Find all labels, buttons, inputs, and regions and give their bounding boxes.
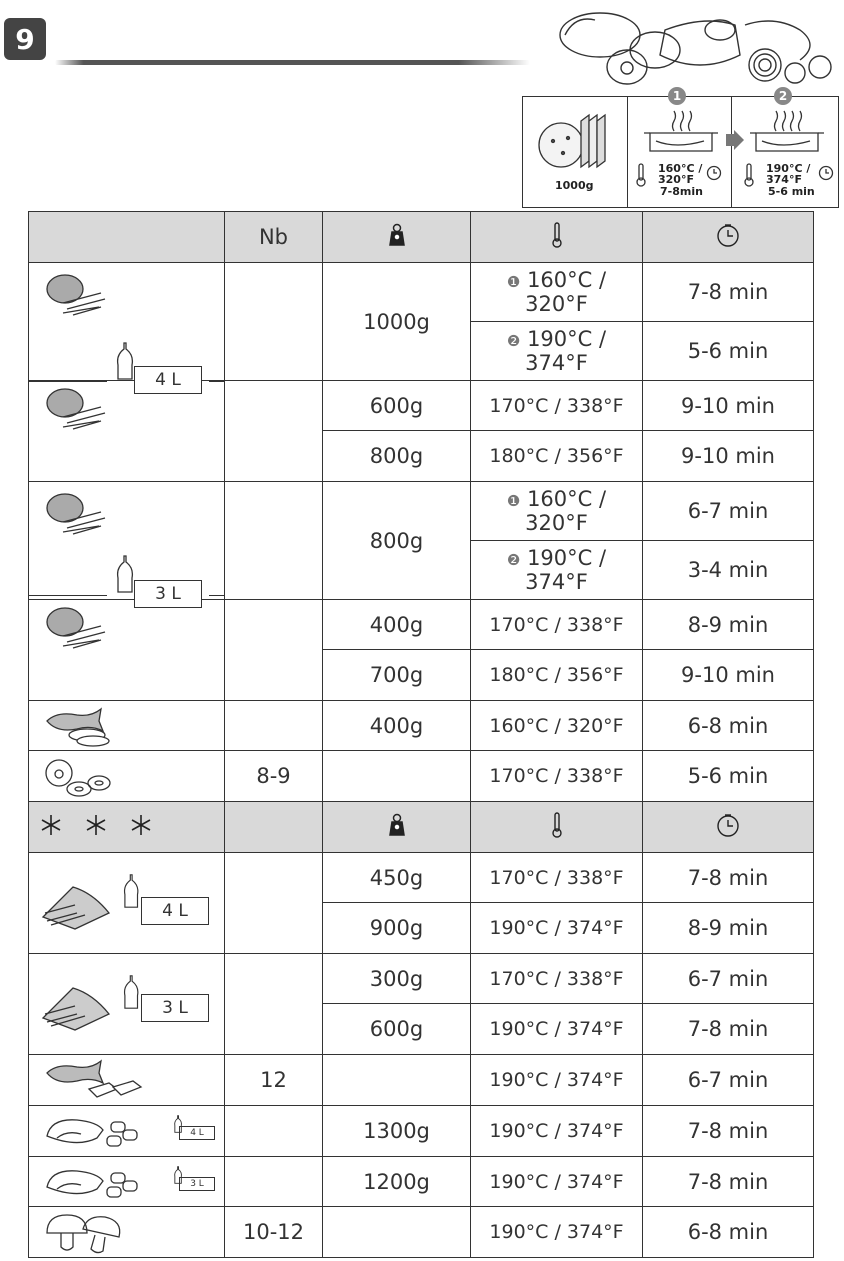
basket-capacity: 4 L xyxy=(179,1126,215,1140)
weight-cell: 450g xyxy=(323,853,471,903)
apple-rings-icon xyxy=(43,755,113,799)
time-cell: 6-7 min xyxy=(643,1055,814,1106)
time-cell: 9-10 min xyxy=(643,381,814,431)
weight-cell: 400g xyxy=(323,701,471,751)
time-cell: 7-8 min xyxy=(643,263,814,322)
potato-fries-icon xyxy=(43,492,107,538)
food-fries-3l-cell xyxy=(29,600,225,701)
temp-cell: 190°C / 374°F xyxy=(471,903,643,954)
time-cell: 5-6 min xyxy=(643,322,814,381)
table-row xyxy=(29,482,814,541)
fish-sticks-icon xyxy=(43,1059,143,1101)
step1-time: 7-8min xyxy=(660,185,703,198)
food-frozen-fries-4l-cell xyxy=(29,853,225,954)
temp-line1: 160°C / xyxy=(527,268,607,292)
temp-cell: 170°C / 338°F xyxy=(471,751,643,802)
time-cell: 7-8 min xyxy=(643,1157,814,1207)
page-number: 9 xyxy=(15,22,35,56)
temp-line1: 160°C / xyxy=(527,487,607,511)
thermometer-icon xyxy=(552,222,562,248)
table-row xyxy=(29,701,814,751)
header-nb-empty xyxy=(225,802,323,853)
step1-number: 1 xyxy=(668,87,686,105)
weight-cell xyxy=(323,1207,471,1258)
timer-icon xyxy=(818,165,834,181)
basket-capacity: 3 L xyxy=(134,580,202,608)
step2-time: 5-6 min xyxy=(768,185,815,198)
table-row xyxy=(29,1055,814,1106)
temp-cell: 190°C / 374°F xyxy=(471,1004,643,1055)
nb-cell: 8-9 xyxy=(225,751,323,802)
temp-cell xyxy=(471,541,643,600)
table-header-row xyxy=(29,212,814,263)
divider xyxy=(29,595,107,596)
nb-cell xyxy=(225,1157,323,1207)
temp-line2: 374°F xyxy=(525,351,588,375)
cooking-table xyxy=(28,211,814,1258)
step2-number: 2 xyxy=(774,87,792,105)
temp-cell xyxy=(471,482,643,541)
temp-cell xyxy=(471,322,643,381)
food-fries-4l-cell xyxy=(29,263,225,390)
frozen-fries-bag-icon xyxy=(39,982,119,1032)
thermometer-icon xyxy=(552,812,562,838)
step-2-marker: ❷ xyxy=(506,551,521,569)
time-cell: 6-7 min xyxy=(643,954,814,1004)
weight-cell: 900g xyxy=(323,903,471,954)
weight-cell: 800g xyxy=(323,482,471,600)
time-cell: 9-10 min xyxy=(643,431,814,482)
table-row xyxy=(29,600,814,650)
time-cell: 6-7 min xyxy=(643,482,814,541)
table-row xyxy=(29,751,814,802)
nb-cell xyxy=(225,954,323,1055)
food-fries-4l-cell xyxy=(29,381,225,482)
nb-cell xyxy=(225,600,323,701)
thermometer-icon xyxy=(636,163,646,187)
basket-capacity: 3 L xyxy=(141,994,209,1022)
header-temperature xyxy=(471,802,643,853)
time-cell: 6-8 min xyxy=(643,701,814,751)
frozen-fries-bag-icon xyxy=(39,881,119,931)
food-apple-rings-cell xyxy=(29,751,225,802)
potato-fries-icon xyxy=(43,387,107,433)
temp-cell: 190°C / 374°F xyxy=(471,1157,643,1207)
weight-cell xyxy=(323,1055,471,1106)
divider xyxy=(209,595,225,596)
weight-cell: 1200g xyxy=(323,1157,471,1207)
step-1-marker: ❶ xyxy=(506,492,521,510)
table-row xyxy=(29,263,814,322)
temp-line2: 374°F xyxy=(525,570,588,594)
fryer-pot-icon xyxy=(642,107,720,155)
header-weight xyxy=(323,802,471,853)
temp-cell: 170°C / 338°F xyxy=(471,954,643,1004)
temp-line1: 190°C / xyxy=(527,327,607,351)
header-frozen xyxy=(29,802,225,853)
thermometer-icon xyxy=(744,163,754,187)
process-step1-cell xyxy=(628,88,732,207)
temp-line1: 190°C / xyxy=(527,546,607,570)
weight-cell: 800g xyxy=(323,431,471,482)
process-step2-cell xyxy=(732,88,837,207)
weight-cell: 700g xyxy=(323,650,471,701)
header-time xyxy=(643,802,814,853)
nb-cell xyxy=(225,853,323,954)
weight-icon xyxy=(386,813,408,837)
chicken-nuggets-icon xyxy=(43,1112,163,1152)
nb-cell xyxy=(225,1106,323,1157)
header-nb: Nb xyxy=(225,212,323,263)
basket-capacity: 4 L xyxy=(141,897,209,925)
potato-fries-icon xyxy=(43,606,107,652)
temp-cell: 180°C / 356°F xyxy=(471,431,643,482)
temp-cell: 170°C / 338°F xyxy=(471,853,643,903)
time-cell: 3-4 min xyxy=(643,541,814,600)
header-rule xyxy=(55,60,530,65)
time-cell: 8-9 min xyxy=(643,600,814,650)
time-cell: 6-8 min xyxy=(643,1207,814,1258)
food-fries-3l-cell xyxy=(29,482,225,604)
temp-cell: 190°C / 374°F xyxy=(471,1106,643,1157)
mushrooms-icon xyxy=(43,1211,133,1255)
food-mushrooms-cell xyxy=(29,1207,225,1258)
fish-icon xyxy=(43,707,113,747)
nb-cell xyxy=(225,701,323,751)
header-weight xyxy=(323,212,471,263)
temp-cell: 170°C / 338°F xyxy=(471,381,643,431)
temp-line2: 320°F xyxy=(525,511,588,535)
table-row xyxy=(29,853,814,903)
snowflake-icon xyxy=(39,813,159,837)
cooking-process-box xyxy=(522,88,839,208)
table-header-row-frozen xyxy=(29,802,814,853)
food-chicken-3l-cell xyxy=(29,1157,225,1207)
food-frozen-fish-cell xyxy=(29,1055,225,1106)
fryer-pot-icon xyxy=(748,107,826,155)
nb-cell: 10-12 xyxy=(225,1207,323,1258)
header-temperature xyxy=(471,212,643,263)
table-row xyxy=(29,954,814,1004)
temp-cell: 190°C / 374°F xyxy=(471,1207,643,1258)
step-2-marker: ❷ xyxy=(506,332,521,350)
timer-icon xyxy=(715,223,741,247)
food-illustration xyxy=(555,5,840,90)
weight-cell: 1300g xyxy=(323,1106,471,1157)
time-cell: 7-8 min xyxy=(643,1106,814,1157)
food-chicken-4l-cell xyxy=(29,1106,225,1157)
food-frozen-fries-3l-cell xyxy=(29,954,225,1055)
weight-cell: 300g xyxy=(323,954,471,1004)
potato-fries-icon xyxy=(43,273,107,319)
weight-icon xyxy=(386,223,408,247)
temp-cell: 190°C / 374°F xyxy=(471,1055,643,1106)
time-cell: 9-10 min xyxy=(643,650,814,701)
weight-cell: 400g xyxy=(323,600,471,650)
page-number-badge xyxy=(4,18,46,60)
arrow-right-icon xyxy=(724,129,746,151)
step-1-marker: ❶ xyxy=(506,273,521,291)
weight-cell: 1000g xyxy=(323,263,471,381)
time-cell: 7-8 min xyxy=(643,853,814,903)
food-fish-cell xyxy=(29,701,225,751)
potato-fries-icon xyxy=(533,103,613,171)
weight-cell: 600g xyxy=(323,1004,471,1055)
chicken-nuggets-icon xyxy=(43,1163,163,1203)
process-ingredient-cell xyxy=(523,97,628,207)
table-row xyxy=(29,1157,814,1207)
basket-capacity: 3 L xyxy=(179,1177,215,1191)
table-row xyxy=(29,381,814,431)
temp-cell: 160°C / 320°F xyxy=(471,701,643,751)
process-weight: 1000g xyxy=(555,179,594,192)
weight-cell xyxy=(323,751,471,802)
nb-cell xyxy=(225,482,323,600)
time-cell: 8-9 min xyxy=(643,903,814,954)
nb-cell: 12 xyxy=(225,1055,323,1106)
timer-icon xyxy=(706,165,722,181)
temp-cell: 170°C / 338°F xyxy=(471,600,643,650)
time-cell: 5-6 min xyxy=(643,751,814,802)
nb-cell xyxy=(225,263,323,381)
header-food xyxy=(29,212,225,263)
table-row xyxy=(29,1207,814,1258)
header-time xyxy=(643,212,814,263)
nb-cell xyxy=(225,381,323,482)
weight-cell: 600g xyxy=(323,381,471,431)
temp-cell xyxy=(471,263,643,322)
temp-cell: 180°C / 356°F xyxy=(471,650,643,701)
step2-temp: 190°C / 374°F xyxy=(766,162,811,186)
timer-icon xyxy=(715,813,741,837)
table-row xyxy=(29,1106,814,1157)
temp-line2: 320°F xyxy=(525,292,588,316)
time-cell: 7-8 min xyxy=(643,1004,814,1055)
basket-capacity: 4 L xyxy=(134,366,202,394)
step1-temp: 160°C / 320°F xyxy=(658,162,703,186)
